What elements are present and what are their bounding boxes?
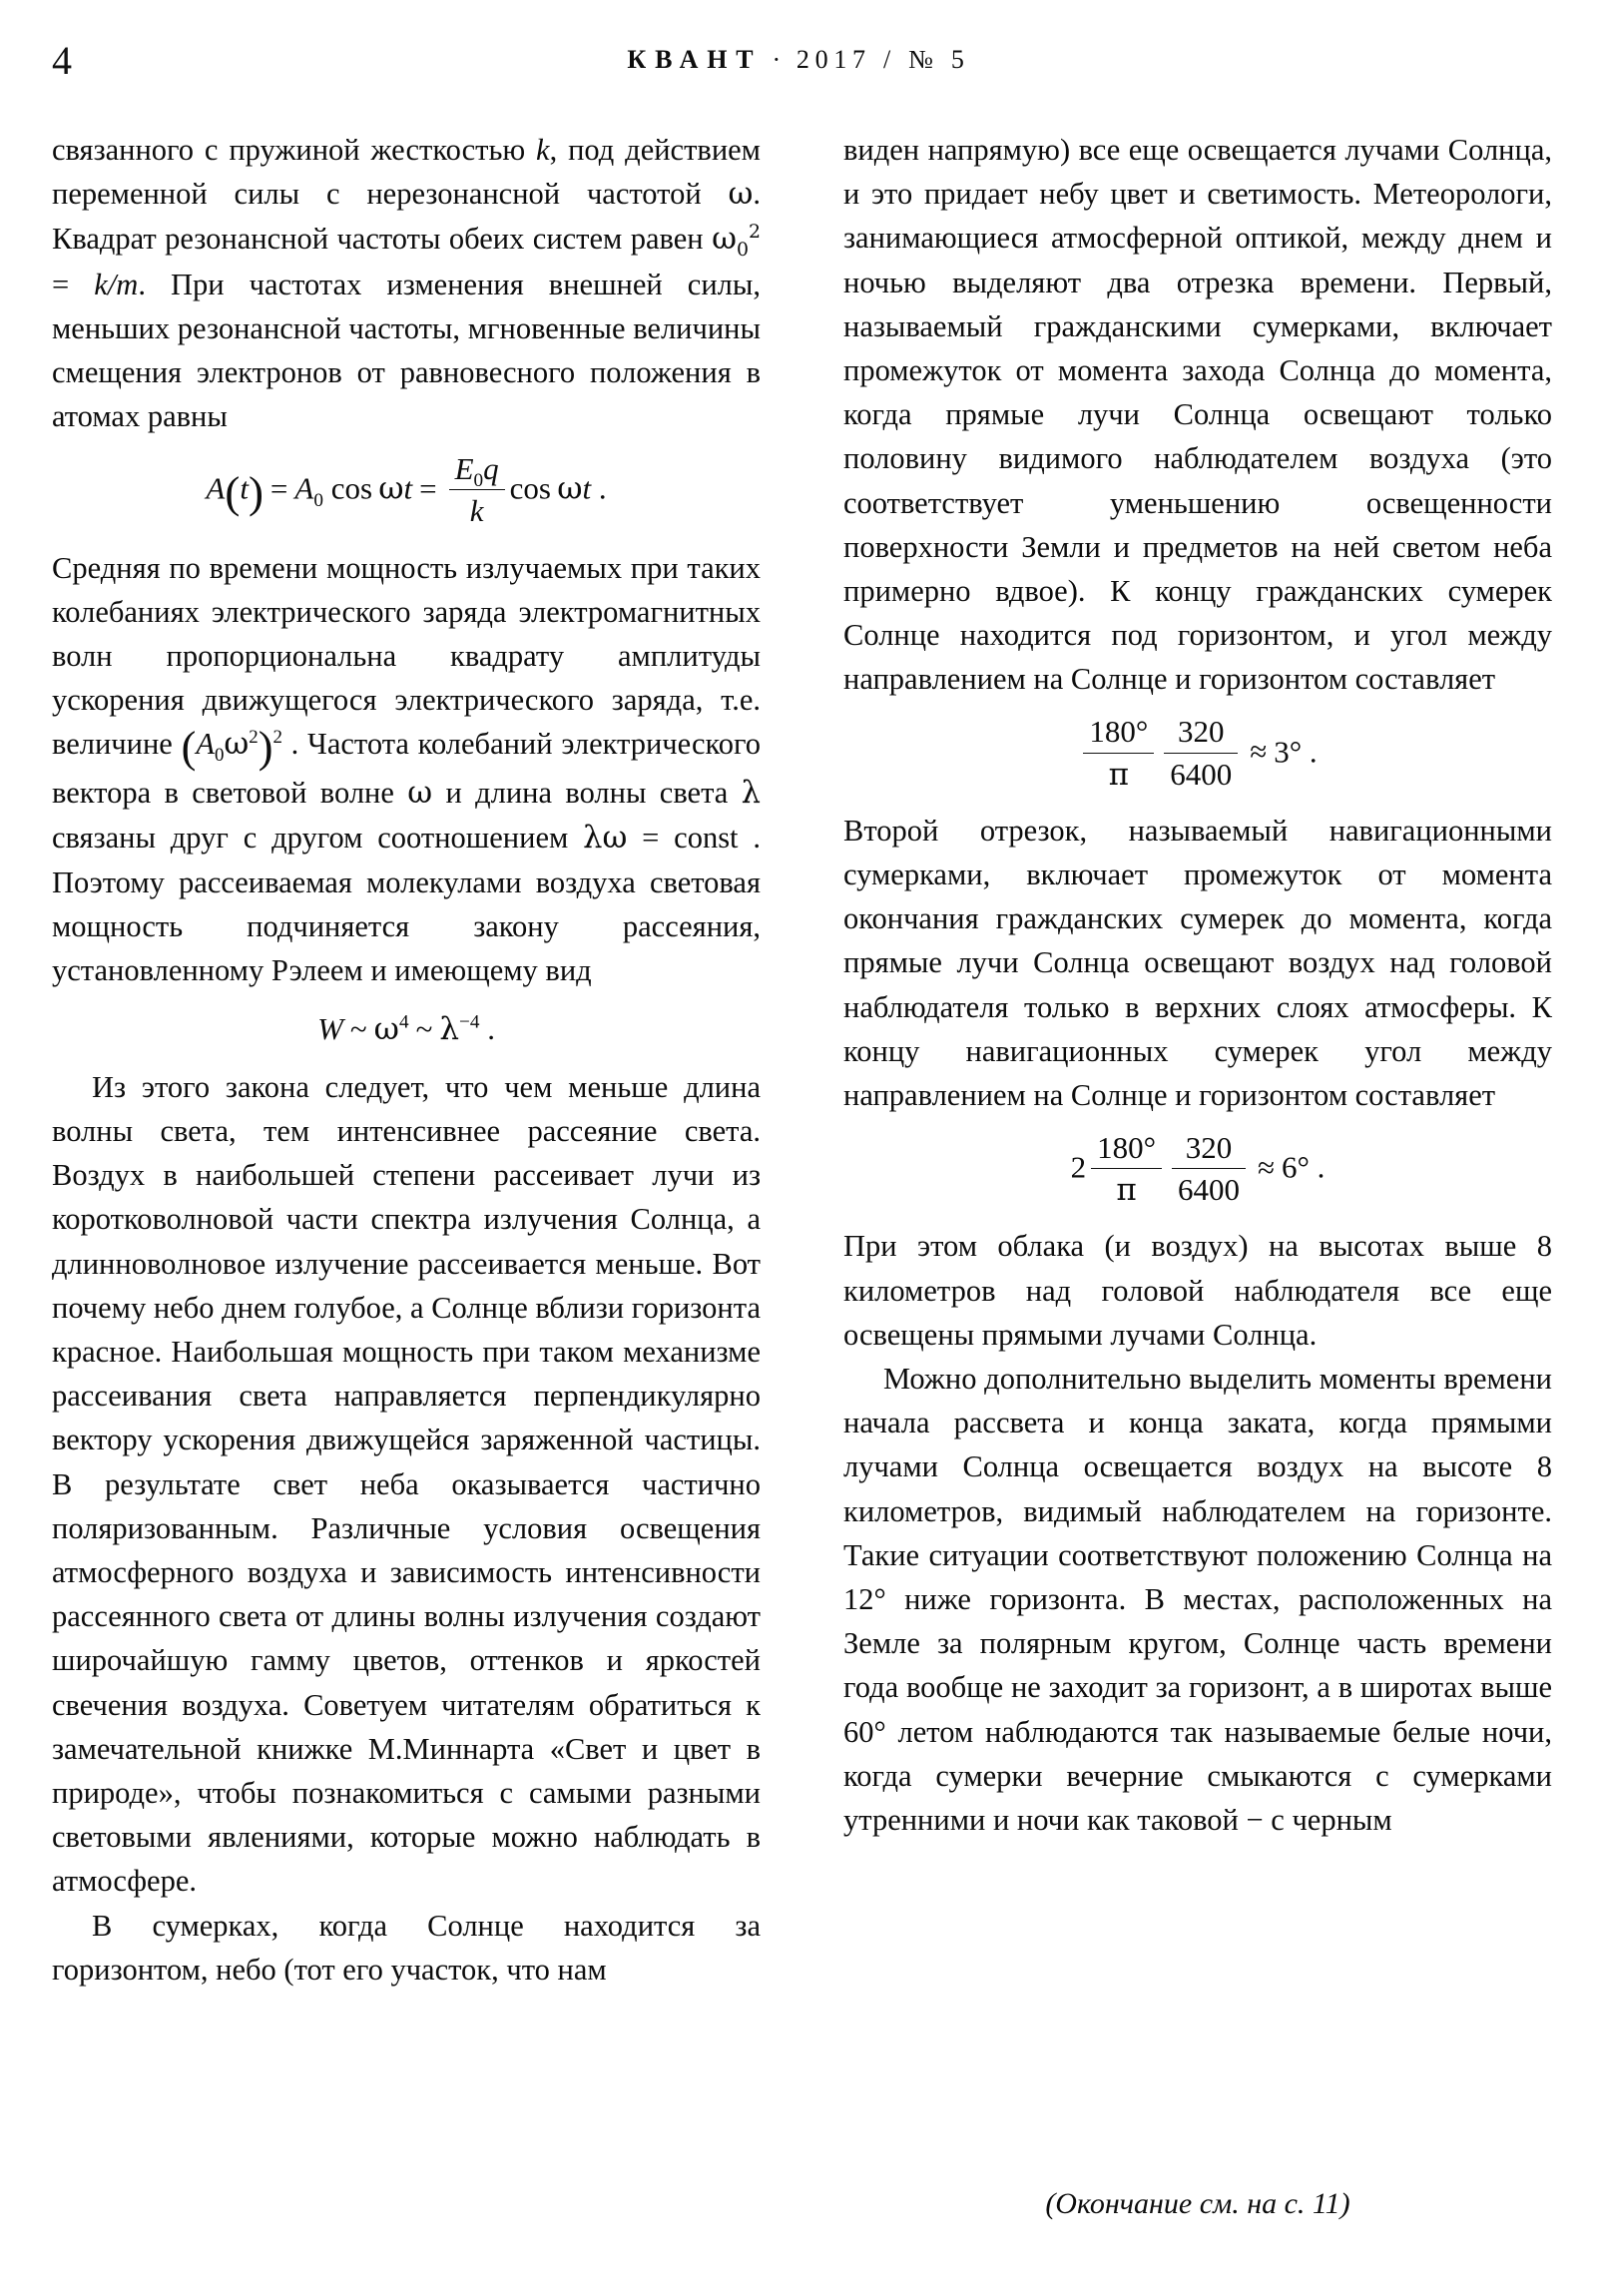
fraction-E0q-over-k: $\frac{E_0q}{k}$ bbox=[449, 451, 505, 530]
page-number: 4 bbox=[52, 38, 72, 83]
paragraph: связанного с пружиной жесткостью k, под действием переменной силы с нерезонансной частотой ω. Квадрат резонансной частоты обеих систем равен $\omega_0^2 = k/m$. При частотах изменения внешней силы, меньших резонансной частоты, мгновенные величины смещения электронов от равновесного положения в атомах равны bbox=[52, 133, 762, 434]
header-separator: · bbox=[772, 45, 787, 74]
inline-math-k-over-m: k/m bbox=[94, 267, 139, 301]
formula-nautical-twilight: 2 $\frac{180^\circ}{\pi}$ $\frac{320}{6400}$ ≈ 6° . bbox=[1070, 1129, 1326, 1209]
paragraph: Второй отрезок, называемый навигационными сумерками, включает промежуток от момента окончания гражданских сумерек до момента, когда прямые лучи Солнца освещают воздух над головой наблюдателя только в верхних слоях атмосферы. К концу навигационных сумерек угол между направлением на Солнце и горизонтом составляет bbox=[843, 813, 1552, 1113]
inline-math-omega: ω bbox=[407, 775, 433, 811]
running-head bbox=[0, 44, 1597, 76]
inline-math-lambda: λ bbox=[741, 775, 761, 811]
left-text-column bbox=[52, 128, 761, 1992]
paragraph: Можно дополнительно выделить моменты времени начала рассвета и конца заката, когда прямыми лучами Солнца освещается воздух на высоте 8 километров, видимый наблюдателем на горизонте. Такие ситуации соответствуют положению Солнца на 12° ниже горизонта. В местах, расположенных на Земле за полярным кругом, Солнце часть времени года вообще не заходит за горизонт, а в широтах выше 60° летом наблюдаются так называемые белые ночи, когда сумерки вечерние смыкаются с сумерками утренними и ночи как таковой − с черным bbox=[843, 1361, 1552, 1838]
fraction-180-over-pi: $\frac{180^\circ}{\pi}$ bbox=[1083, 714, 1154, 793]
paragraph: При этом облака (и воздух) на высотах выше 8 километров над головой наблюдателя все еще освещены прямыми лучами Солнца. bbox=[843, 1229, 1552, 1352]
inline-math-omega-squared: $\omega_0^2$ bbox=[712, 221, 761, 262]
inline-math-omega: ω bbox=[728, 177, 754, 213]
issue-label: 2017 / № 5 bbox=[796, 45, 970, 74]
inline-math-stiffness: k bbox=[536, 133, 550, 167]
fraction-320-over-6400: $\frac{320}{6400}$ bbox=[1172, 1130, 1246, 1209]
right-text-column bbox=[843, 128, 1552, 1842]
fraction-320-over-6400: $\frac{320}{6400}$ bbox=[1164, 714, 1238, 793]
paragraph: Средняя по времени мощность излучаемых при таких колебаниях электрического заряда электромагнитных волн пропорциональна квадрату амплитуды ускорения движущегося электрического заряда, т.е. величине $(A_0\omega^2)^2$ . Частота колебаний электрического вектора в световой волне ω и длина волны света λ связаны друг с другом соотношением λω = const . Поэтому рассеиваемая молекулами воздуха световая мощность подчиняется закону рассеяния, установленному Рэлеем и имеющему вид bbox=[52, 550, 761, 988]
formula-rayleigh: W ~ $\omega^4$ ~ $\lambda^{-4}$ . bbox=[317, 1010, 495, 1047]
paragraph: виден напрямую) все еще освещается лучами Солнца, и это придает небу цвет и светимость. Метеорологи, занимающиеся атмосферной оптикой, между днем и ночью выделяют два отрезка времени. Первый, называемый гражданскими сумерками, включает промежуток от момента захода Солнца до момента, когда прямые лучи Солнца освещают только половину видимого наблюдателем воздуха (это соответствует уменьшению освещенности поверхности Земли и предметов на ней светом неба примерно вдвое). К концу гражданских сумерек Солнце находится под горизонтом, и угол между направлением на Солнце и горизонтом составляет bbox=[843, 133, 1552, 697]
formula-civil-twilight: $\frac{180^\circ}{\pi}$ $\frac{320}{6400}$ ≈ 3° . bbox=[843, 716, 1552, 795]
inline-math-amplitude-squared: $(A_0\omega^2)^2$ bbox=[181, 723, 282, 773]
magazine-title: КВАНТ bbox=[627, 45, 763, 74]
inline-math-lambda-omega-const: λω = const bbox=[583, 820, 739, 856]
paragraph: Из этого закона следует, что чем меньше длина волны света, тем интенсивнее рассеяние света. Воздух в наибольшей степени рассеивает лучи из коротковолновой части спектра излучения Солнца, а длинноволновое излучение рассеивается меньше. Вот почему небо днем голубое, а Солнце вблизи горизонта красное. Наибольшая мощность при таком механизме рассеивания света направляется перпендикулярно вектору ускорения движущейся заряженной частицы. В результате свет неба оказывается частично поляризованным. Различные условия освещения атмосферного воздуха и зависимость интенсивности рассеянного света от длины волны излучения создают широчайшую гамму цветов, оттенков и яркостей свечения воздуха. Советуем читателям обратиться к замечательной книжке М.Миннарта «Свет и цвет в природе», чтобы познакомиться с самыми разными световыми явлениями, которые можно наблюдать в атмосфере. bbox=[52, 1069, 761, 1899]
formula-amplitude: $A(t) = A_0$ cos ωt = $\frac{E_0q}{k}$ cos ωt . bbox=[206, 450, 607, 529]
fraction-180-over-pi: $\frac{180^\circ}{\pi}$ bbox=[1091, 1130, 1162, 1209]
continuation-note: (Окончание см. на с. 11) bbox=[1045, 2187, 1350, 2220]
page-header bbox=[0, 38, 1597, 88]
paragraph: В сумерках, когда Солнце находится за горизонтом, небо (тот его участок, что нам bbox=[52, 1908, 761, 1987]
